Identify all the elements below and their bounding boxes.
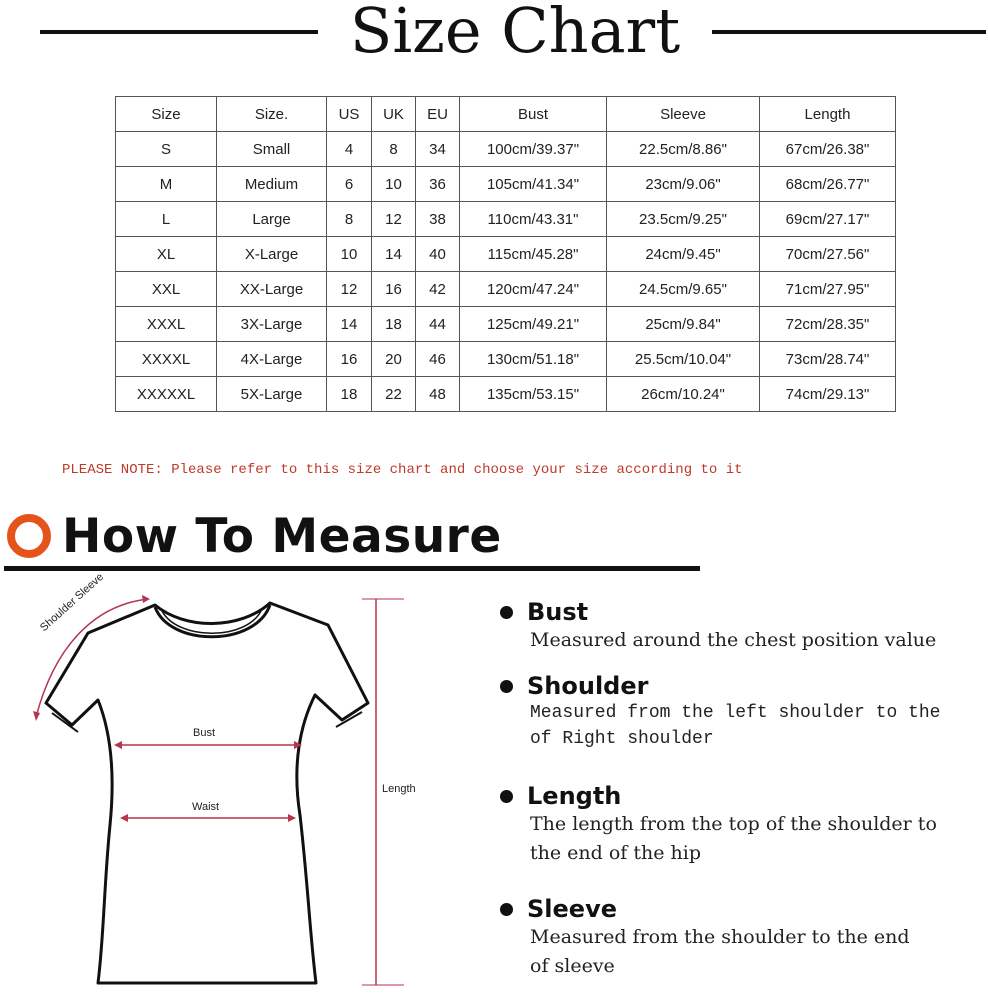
table-cell: Medium — [217, 167, 327, 202]
table-row — [116, 237, 896, 272]
table-cell: 71cm/27.95" — [760, 272, 896, 307]
table-row — [116, 342, 896, 377]
waist-label: Waist — [192, 801, 220, 813]
table-cell: 135cm/53.15" — [460, 377, 607, 412]
table-header-cell: Size — [116, 97, 217, 132]
how-to-measure-rule — [4, 566, 700, 571]
bust-arrow-left — [114, 741, 122, 749]
tshirt-diagram — [0, 570, 470, 990]
table-cell: 120cm/47.24" — [460, 272, 607, 307]
table-header-row — [116, 97, 896, 132]
table-cell: 18 — [372, 307, 416, 342]
table-cell: 42 — [416, 272, 460, 307]
table-cell: 14 — [327, 307, 372, 342]
page-title: Size Chart — [349, 0, 681, 67]
length-label: Length — [382, 783, 416, 795]
title-area — [0, 0, 988, 66]
table-cell: 48 — [416, 377, 460, 412]
table-cell: XL — [116, 237, 217, 272]
table-cell: 68cm/26.77" — [760, 167, 896, 202]
measure-length-title: Length — [527, 782, 622, 810]
table-cell: 16 — [372, 272, 416, 307]
table-cell: 12 — [327, 272, 372, 307]
table-cell: 20 — [372, 342, 416, 377]
table-cell: 67cm/26.38" — [760, 132, 896, 167]
measure-sleeve-desc-1: Measured from the shoulder to the end — [530, 926, 910, 948]
table-header-cell: Bust — [460, 97, 607, 132]
bust-label: Bust — [193, 727, 216, 739]
measure-sleeve — [500, 895, 910, 981]
table-cell: 23.5cm/9.25" — [607, 202, 760, 237]
table-cell: 5X-Large — [217, 377, 327, 412]
measure-shoulder-desc-2: of Right shoulder — [530, 729, 714, 749]
table-cell: XXXXXL — [116, 377, 217, 412]
table-cell: 34 — [416, 132, 460, 167]
table-cell: 130cm/51.18" — [460, 342, 607, 377]
table-row — [116, 272, 896, 307]
table-cell: 125cm/49.21" — [460, 307, 607, 342]
table-cell: L — [116, 202, 217, 237]
shoulder-sleeve-arrow-bottom — [33, 711, 40, 721]
measure-bust-title: Bust — [527, 598, 589, 626]
table-cell: 38 — [416, 202, 460, 237]
measure-length — [500, 782, 937, 868]
bullet-icon — [500, 680, 513, 693]
table-header-cell: US — [327, 97, 372, 132]
size-note: PLEASE NOTE: Please refer to this size chart and choose your size according to it — [62, 462, 743, 478]
measure-length-desc-1: The length from the top of the shoulder to — [530, 813, 937, 835]
table-cell: XXXL — [116, 307, 217, 342]
table-cell: 115cm/45.28" — [460, 237, 607, 272]
table-cell: 16 — [327, 342, 372, 377]
measure-sleeve-desc-2: of sleeve — [530, 955, 615, 977]
table-cell: 40 — [416, 237, 460, 272]
table-cell: 105cm/41.34" — [460, 167, 607, 202]
table-cell: 44 — [416, 307, 460, 342]
table-cell: 6 — [327, 167, 372, 202]
table-cell: 22 — [372, 377, 416, 412]
table-cell: 24.5cm/9.65" — [607, 272, 760, 307]
table-header-cell: EU — [416, 97, 460, 132]
table-cell: XXXXL — [116, 342, 217, 377]
waist-arrow-left — [120, 814, 128, 822]
table-row — [116, 202, 896, 237]
table-cell: 8 — [372, 132, 416, 167]
how-to-measure-title: How To Measure — [62, 509, 502, 564]
size-table — [115, 96, 896, 412]
measure-bust — [500, 598, 936, 655]
table-cell: S — [116, 132, 217, 167]
shoulder-sleeve-label: Shoulder Sleeve — [38, 570, 107, 634]
table-cell: Small — [217, 132, 327, 167]
title-rule-left — [40, 30, 318, 34]
table-cell: 23cm/9.06" — [607, 167, 760, 202]
table-cell: XXL — [116, 272, 217, 307]
table-header-cell: Sleeve — [607, 97, 760, 132]
table-cell: 73cm/28.74" — [760, 342, 896, 377]
measure-shoulder-desc-1: Measured from the left shoulder to the — [530, 703, 941, 723]
table-cell: 8 — [327, 202, 372, 237]
table-cell: 12 — [372, 202, 416, 237]
table-cell: 70cm/27.56" — [760, 237, 896, 272]
table-cell: 14 — [372, 237, 416, 272]
waist-arrow-right — [288, 814, 296, 822]
measure-sleeve-title: Sleeve — [527, 895, 617, 923]
table-cell: 69cm/27.17" — [760, 202, 896, 237]
table-cell: 46 — [416, 342, 460, 377]
table-cell: Large — [217, 202, 327, 237]
measure-shoulder — [500, 672, 940, 752]
table-cell: 36 — [416, 167, 460, 202]
table-cell: 74cm/29.13" — [760, 377, 896, 412]
table-cell: 100cm/39.37" — [460, 132, 607, 167]
measure-bust-desc: Measured around the chest position value — [530, 629, 937, 651]
table-row — [116, 307, 896, 342]
table-cell: 18 — [327, 377, 372, 412]
measure-length-desc-2: the end of the hip — [530, 842, 701, 864]
table-cell: 24cm/9.45" — [607, 237, 760, 272]
table-cell: 22.5cm/8.86" — [607, 132, 760, 167]
table-row — [116, 377, 896, 412]
table-cell: 4 — [327, 132, 372, 167]
table-cell: 25cm/9.84" — [607, 307, 760, 342]
table-cell: 26cm/10.24" — [607, 377, 760, 412]
table-cell: 72cm/28.35" — [760, 307, 896, 342]
ring-icon — [7, 514, 51, 558]
table-cell: 10 — [327, 237, 372, 272]
table-row — [116, 167, 896, 202]
table-row — [116, 132, 896, 167]
bullet-icon — [500, 903, 513, 916]
table-cell: 25.5cm/10.04" — [607, 342, 760, 377]
tshirt-outline — [46, 603, 368, 983]
table-header-cell: Length — [760, 97, 896, 132]
table-header-cell: UK — [372, 97, 416, 132]
bullet-icon — [500, 606, 513, 619]
title-rule-right — [712, 30, 986, 34]
table-cell: X-Large — [217, 237, 327, 272]
table-cell: 110cm/43.31" — [460, 202, 607, 237]
table-cell: 4X-Large — [217, 342, 327, 377]
bullet-icon — [500, 790, 513, 803]
table-cell: 3X-Large — [217, 307, 327, 342]
table-cell: XX-Large — [217, 272, 327, 307]
table-cell: 10 — [372, 167, 416, 202]
table-cell: M — [116, 167, 217, 202]
table-header-cell: Size. — [217, 97, 327, 132]
shoulder-sleeve-arrow-top — [142, 595, 150, 603]
measure-shoulder-title: Shoulder — [527, 672, 649, 700]
